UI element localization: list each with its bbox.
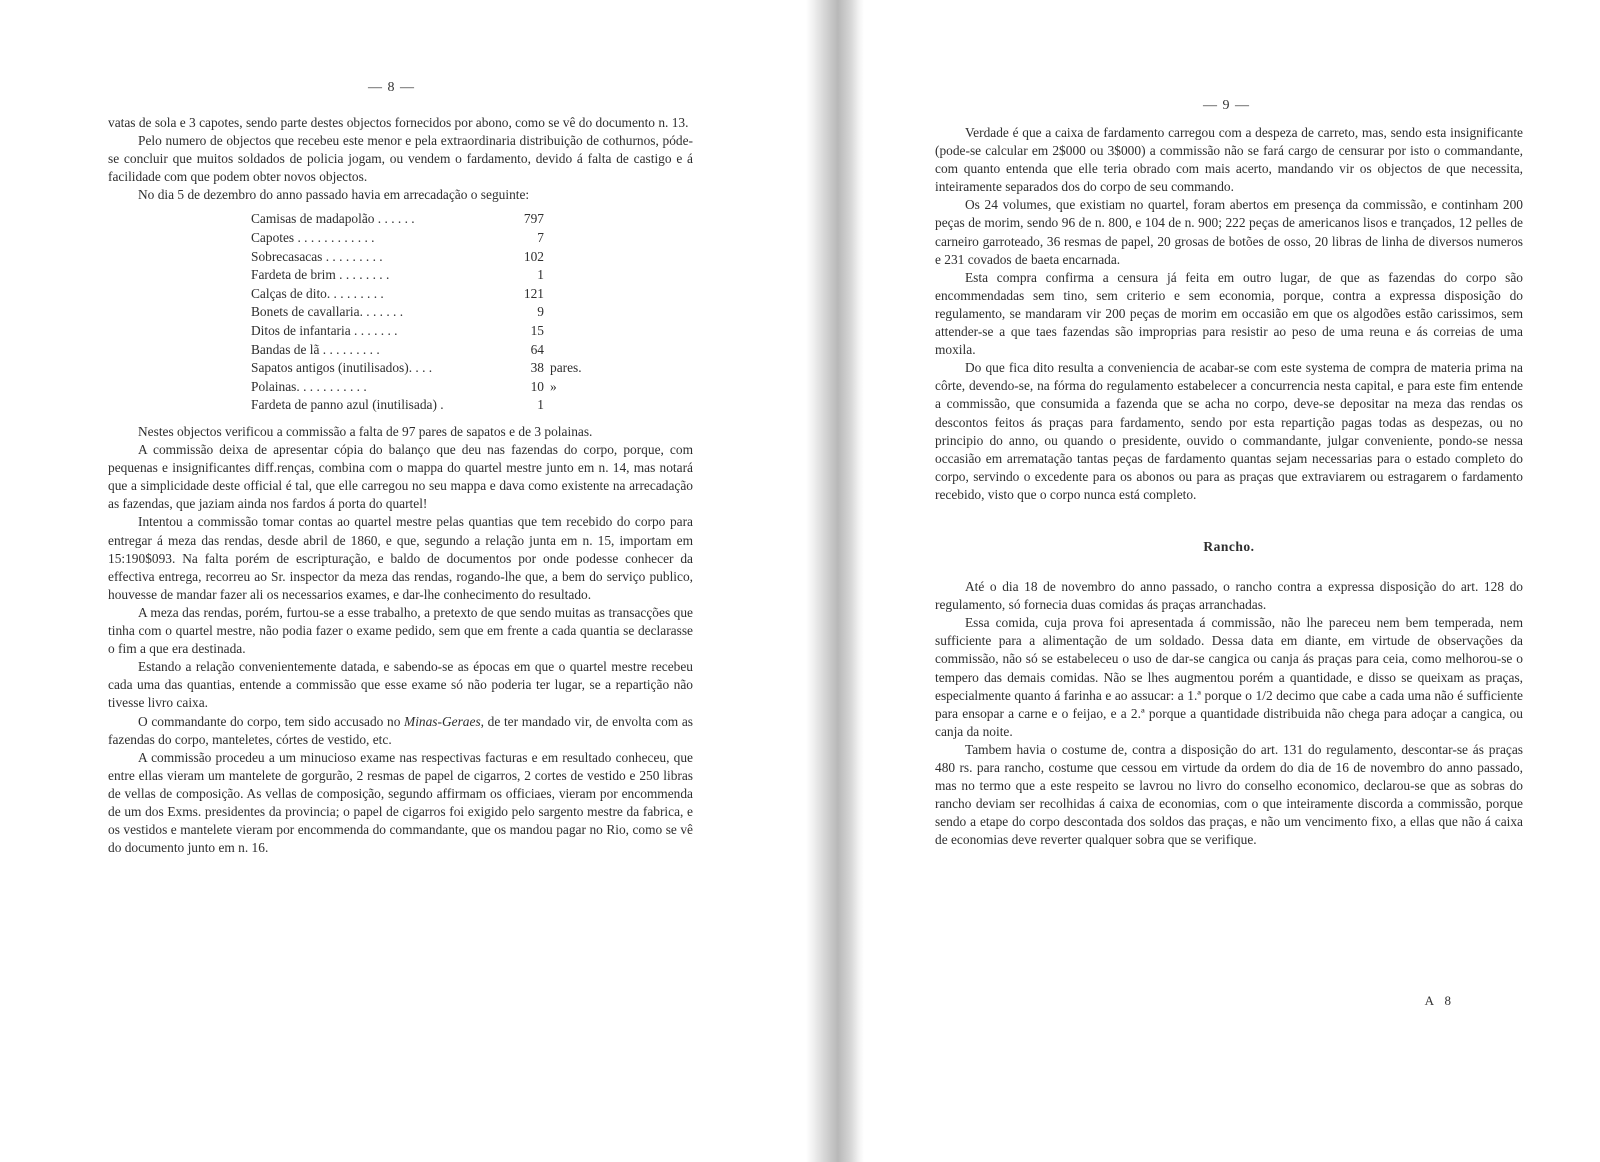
paragraph: Nestes objectos verificou a commissão a falta de 97 pares de sapatos e de 3 polainas. [138,424,593,439]
book-gutter [806,0,864,1162]
inventory-item: Polainas. . . . . . . . . . . [251,378,367,394]
inventory-item: Bandas de lã . . . . . . . . . [251,341,380,357]
page-number-8: — 8 — [368,80,415,95]
inventory-unit [544,285,582,304]
inventory-qty: 797 [523,211,544,227]
inventory-row [251,396,582,415]
paragraph: Esta compra confirma a censura já feita em outro lugar, de que as fazendas do corpo são encommendadas sem tino, sem criterio e sem economia, porque, contra a expressa disposição do regulamento, se mandaram vir 200 peças de morim em occasião em que os algodões estão carissimos, sem attender-se a que taes fazendas são improprias para resistir ao peso de uma reuna e ás correias de uma moxila. [935,269,1523,358]
inventory-item: Capotes . . . . . . . . . . . . [251,230,375,246]
inventory-unit [544,303,582,322]
paragraph: A commissão procedeu a um minucioso exame nas respectivas facturas e em resultado conheceu, que entre ellas vieram um mantelete de gorgurão, 2 resmas de papel de cigarros, 2 cortes de vestido e 250 libras de vellas de composição. As vellas de composição, segundo affirmam os officiaes, vieram por encommenda de um dos Exms. presidentes da provincia; o papel de cigarros foi exigido pelo sargento mestre da fabrica, e os vestidos e mantelete vieram por encommenda do commandante, que os mandou pagar no Rio, como se vê do documento junto em n. 16. [108,749,693,856]
right-page-text [935,124,1523,849]
paragraph: A meza das rendas, porém, furtou-se a esse trabalho, a pretexto de que sendo muitas as transacções que tinha com o quartel mestre, não podia fazer o exame pedido, sem que em frente a cada quantia se declarasse o fim a que era destinada. [108,604,693,657]
inventory-unit [544,341,582,360]
inventory-item: Camisas de madapolão . . . . . . [251,211,415,227]
inventory-qty: 15 [530,323,544,339]
inventory-row [251,378,582,397]
inventory-unit [544,229,582,248]
paragraph: Pelo numero de objectos que recebeu este menor e pela extraordinaria distribuição de cothurnos, póde-se concluir que muitos soldados de policia jogam, ou vendem o fardamento, devido á falta de castigo e á facilidade com que podem obter novos objectos. [108,133,693,185]
inventory-item: Calças de dito. . . . . . . . . [251,285,384,301]
paragraph: Essa comida, cuja prova foi apresentada á commissão, não lhe pareceu nem bem temperada, nem sufficiente para a alimentação de um soldado. Dessa data em diante, em virtude de observações da commissão, não só se estabeleceu o uso de dar-se cangica ou canja ás praças para ceia, como melhorou-se o tempero das demais comidas. Não se lhes augmentou porém a quantidade, e disso se queixam as praças, especialmente quanto á farinha e ao assucar: a 1.ª porque o 1/2 decimo que cabe a cada uma não é sufficiente para ensopar a carne e o feijao, e a 2.ª porque a quantidade distribuida não chega para adoçar a cangica, ou canja da noite. [935,615,1523,739]
inventory-qty: 1 [537,397,544,413]
signature-mark: A 8 [1424,993,1455,1008]
paragraph: Os 24 volumes, que existiam no quartel, foram abertos em presença da commissão, e continham 200 peças de morim, sendo 96 de n. 800, e 104 de n. 900; 222 peças de americanos lisos e trançados, 12 pelles de carneiro garroteado, 36 resmas de papel, 20 grosas de botões de osso, 20 libras de linha de diversos numeros e 231 covados de baeta encarnada. [935,197,1523,267]
inventory-row [251,341,582,360]
paragraph: Tambem havia o costume de, contra a disposição do art. 131 do regulamento, descontar-se ás praças 480 rs. para rancho, costume que cessou em virtude da ordem do dia de 16 de novembro do anno passado, mas no termo que a este respeito se lavrou no livro do conselho economico, declarou-se que as sobras do rancho deviam ser recolhidas á caixa de economias, com o que inteiramente discorda a commissão, porque sendo a etape do corpo descontada dos soldos das praças, e não um vencimento fixo, a ellas que não á caixa de economias deve reverter qualquer sobra que se verifique. [935,741,1523,848]
inventory-row [251,303,582,322]
inventory-item: Fardeta de panno azul (inutilisada) . [251,397,444,413]
inventory-table [251,210,582,415]
paragraph: Verdade é que a caixa de fardamento carregou com a despeza de carreto, mas, sendo esta insignificante (pode-se calcular em 2$000 ou 3$000) a commissão não se fará cargo de censurar por isto o commandante, com quanto entenda que elle teria obrado com mais acerto, mandando vir os objectos de que necessita, inteiramente separados dos do corpo de seu commando. [935,125,1523,195]
inventory-item: Sobrecasacas . . . . . . . . . [251,248,383,264]
inventory-qty: 64 [530,341,544,357]
paragraph: vatas de sola e 3 capotes, sendo parte destes objectos fornecidos por abono, como se vê do documento n. 13. [108,115,689,130]
inventory-unit [544,210,582,229]
inventory-unit [544,266,582,285]
inventory-qty: 121 [523,285,544,301]
inventory-item: Ditos de infantaria . . . . . . . [251,323,398,339]
inventory-qty: 10 [530,378,544,394]
inventory-qty: 1 [537,267,544,283]
paragraph: A commissão deixa de apresentar cópia do balanço que deu nas fazendas do corpo, porque, com pequenas e insignificantes diff.renças, combina com o mappa do quartel mestre junto em n. 14, mas notará que a simplicidade deste official é tal, que elle carregou no seu mappa e dava como existente na arrecadação as fazendas, que jaziam ainda nos fardos á porta do quartel! [108,442,693,512]
inventory-row [251,266,582,285]
inventory-row [251,359,582,378]
inventory-qty: 7 [537,230,544,246]
page-number-9: — 9 — [1203,98,1250,113]
left-page [108,0,693,1162]
text-run: O commandante do corpo, tem sido accusado no [138,713,405,729]
inventory-row [251,285,582,304]
paragraph: Até o dia 18 de novembro do anno passado, o rancho contra a expressa disposição do art. 128 do regulamento, só fornecia duas comidas ás praças arranchadas. [935,579,1523,613]
paragraph: Do que fica dito resulta a conveniencia de acabar-se com este systema de compra de materia prima na côrte, devendo-se, na fórma do regulamento estabelecer a concurrencia nesta capital, e para este fim entende a commissão, que consumida a fazenda que se acha no corpo, deve-se depositar na meza das rendas os descontos feitos ás praças para fardamento, sendo por esta repartição pagas todas as despezas, ou no principio do anno, ou quando o presidente, ouvido o commandante, julgar conveniente, pondo-se nessa occasião em arrematação tantas peças de fardamento quantas sejam necessarias para o estado completo do corpo, servindo o excedente para os abonos ou para as praças que extraviarem ou estragarem o fardamento recebido, visto que o corpo nunca está completo. [935,360,1523,502]
inventory-row [251,248,582,267]
paragraph [108,713,693,749]
inventory-unit [544,322,582,341]
paragraph: Estando a relação convenientemente datada, e sabendo-se as épocas em que o quartel mestre recebeu cada uma das quantias, entende a commissão que esse exame só não poderia ter lugar, se a repartição não tivesse livro caixa. [108,659,693,711]
inventory-row [251,229,582,248]
newspaper-name: Minas-Geraes [404,713,481,729]
section-title: Rancho. [1203,538,1255,554]
inventory-unit: pares. [550,360,582,376]
right-page [935,0,1523,1162]
inventory-unit [544,396,582,415]
text-run: , de ter mandado vir, de envolta com as fazendas do corpo, manteletes, córtes de vestido, etc. [108,713,693,747]
inventory-unit: » [550,378,557,394]
left-page-text [108,114,693,857]
inventory-qty: 38 [530,360,544,376]
paragraph: Intentou a commissão tomar contas ao quartel mestre pelas quantias que tem recebido do corpo para entregar á meza das rendas, desde abril de 1860, e que, segundo a relação junta em n. 15, importam em 15:190$093. Na falta porém de escripturação, e baldo de documentos por onde podesse conhecer da effectiva entrega, recorreu ao Sr. inspector da meza das rendas, rogando-lhe que, a bem do serviço publico, houvesse de mandar fazer ali os necessarios exames, e dar-lhe conhecimento do resultado. [108,514,693,602]
inventory-item: Bonets de cavallaria. . . . . . . [251,304,404,320]
inventory-row [251,210,582,229]
inventory-qty: 102 [523,248,544,264]
inventory-unit [544,248,582,267]
inventory-qty: 9 [537,304,544,320]
paragraph: No dia 5 de dezembro do anno passado havia em arrecadação o seguinte: [138,187,530,203]
inventory-item: Fardeta de brim . . . . . . . . [251,267,390,283]
inventory-item: Sapatos antigos (inutilisados). . . . [251,360,433,376]
inventory-row [251,322,582,341]
